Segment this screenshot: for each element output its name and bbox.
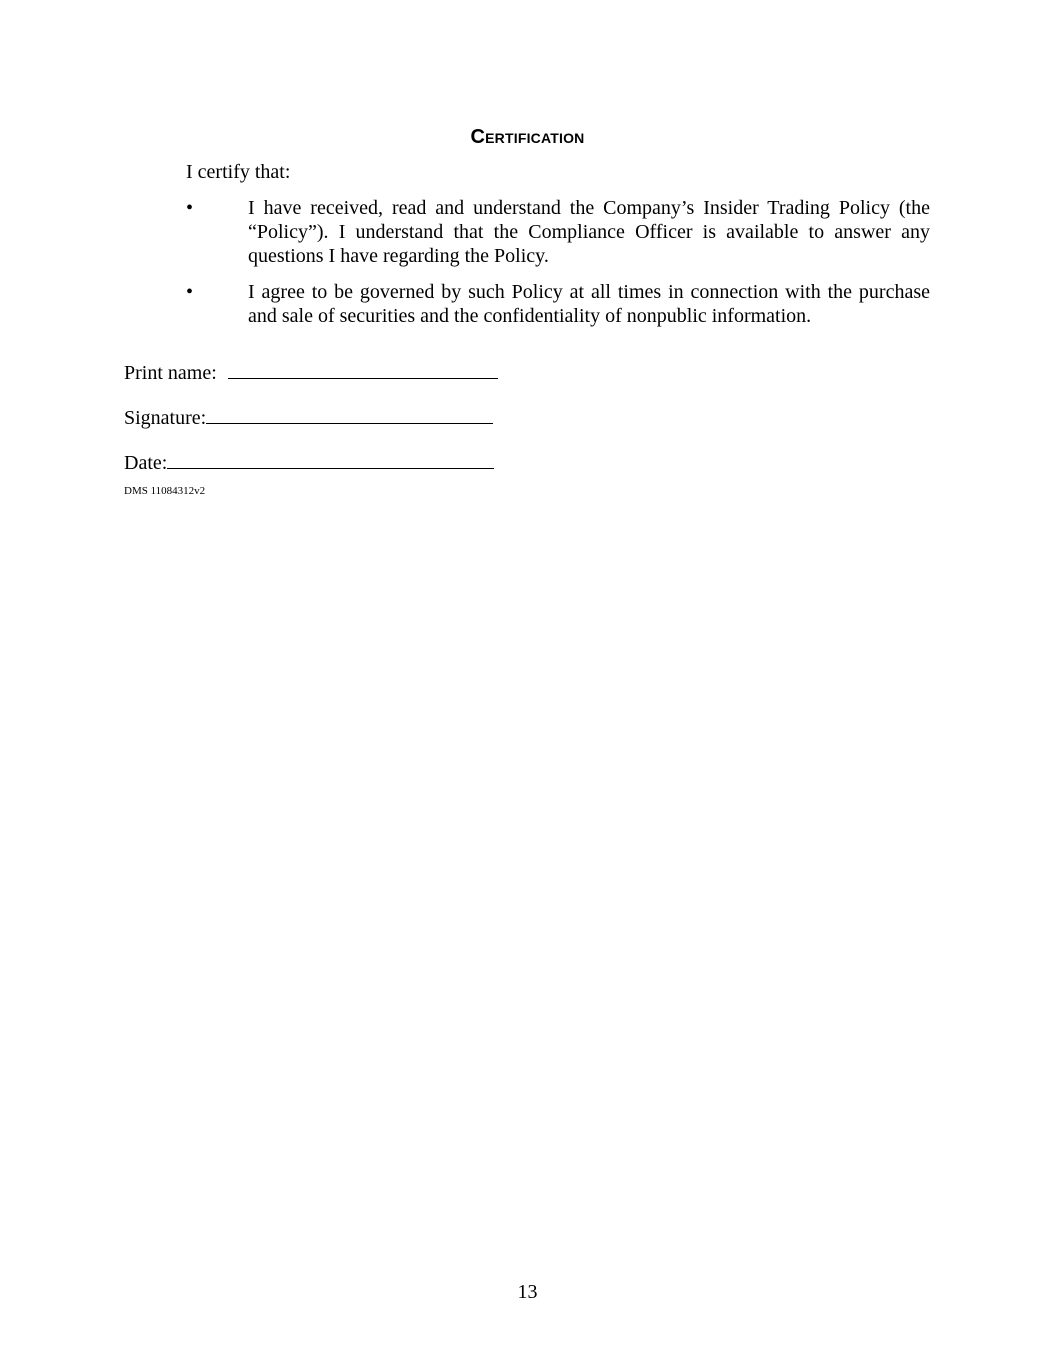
list-item-text: I have received, read and understand the Company’s Insider Trading Policy (the “Policy”). I understand that the Compliance Officer is available to answer any questions I have regarding the Policy. — [248, 197, 930, 267]
signature-field — [124, 406, 493, 430]
list-item-text: I agree to be governed by such Policy at all times in connection with the purchase and sale of securities and the confidentiality of nonpublic information. — [248, 281, 930, 327]
document-title — [0, 126, 1055, 149]
intro-text: I certify that: — [186, 161, 291, 183]
page-number: 13 — [517, 1281, 538, 1303]
title-text: Certification — [470, 126, 585, 148]
document-id: DMS 11084312v2 — [124, 485, 206, 497]
signature-label: Signature: — [124, 407, 207, 429]
date-line[interactable] — [167, 451, 494, 469]
bullet-icon: • — [186, 281, 194, 303]
date-field — [124, 451, 494, 475]
list-item — [186, 196, 930, 268]
print-name-line[interactable] — [228, 361, 498, 379]
certification-list — [186, 196, 930, 340]
signature-line[interactable] — [206, 406, 493, 424]
date-label: Date: — [124, 452, 168, 474]
list-item — [186, 280, 930, 328]
print-name-label: Print name: — [124, 362, 217, 384]
bullet-icon: • — [186, 197, 194, 219]
print-name-field — [124, 361, 498, 385]
